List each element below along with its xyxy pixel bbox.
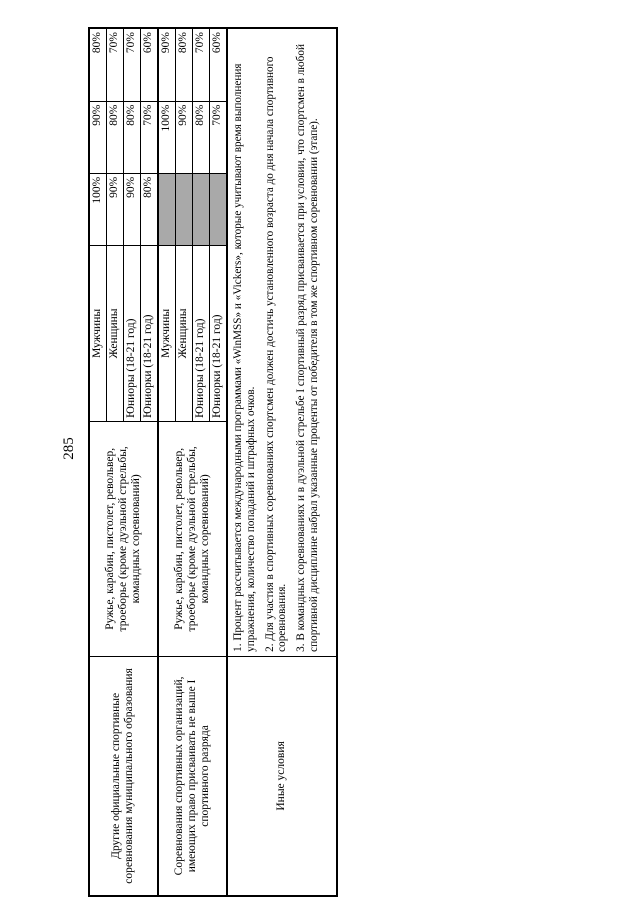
percent-cell: 70% [140,101,157,173]
percent-cell: 90% [89,101,106,173]
group-cell: Мужчины [89,246,106,422]
percent-cell: 90% [175,101,192,173]
percent-cell: 70% [192,28,209,101]
percent-cell: 70% [106,28,123,101]
shaded-cell [192,173,209,245]
percent-cell: 80% [192,101,209,173]
qualification-table [88,27,338,897]
percent-cell: 80% [106,101,123,173]
group-cell: Юниоры (18-21 год) [192,246,209,422]
shaded-cell [209,173,226,245]
note-3: 3. В командных соревнованиях и в дуэльной стрельбе I спортивный разряд присваивается при условии, что спортсмен в любой спортивной дисциплине набрал указанные проценты от победителя в том же спортивном соревновании (этапе). [295,44,321,652]
conditions-notes [227,28,337,656]
group-cell: Женщины [175,246,192,422]
percent-cell: 90% [158,28,175,101]
category-cell: Соревнования спортивных организаций, имеющих право присваивать не выше I спортивного разряда [158,656,227,896]
percent-cell: 100% [158,101,175,173]
weapon-cell: Ружье, карабин, пистолет, револьвер, троеборье (кроме дуэльной стрельбы, командных соревнований) [158,421,227,656]
percent-cell: 70% [123,28,140,101]
conditions-label: Иные условия [227,656,337,896]
shaded-cell [175,173,192,245]
shaded-cell [158,173,175,245]
percent-cell: 90% [106,173,123,245]
weapon-cell: Ружье, карабин, пистолет, револьвер, троеборье (кроме дуэльной стрельбы, командных соревнований) [89,421,158,656]
percent-cell: 80% [175,28,192,101]
percent-cell: 70% [209,101,226,173]
page-number: 285 [60,437,77,460]
percent-cell: 80% [89,28,106,101]
percent-cell: 80% [123,101,140,173]
category-cell: Другие официальные спортивные соревнования муниципального образования [89,656,158,896]
group-cell: Юниорки (18-21 год) [140,246,157,422]
rotated-table-container [88,27,338,897]
group-cell: Юниоры (18-21 год) [123,246,140,422]
group-cell: Женщины [106,246,123,422]
percent-cell: 80% [140,173,157,245]
note-1: 1. Процент рассчитывается международными программами «WinMSS» и «Vickers», которые учитывают время выполнения упражнения, количество попаданий и штрафных очков. [231,63,257,652]
percent-cell: 60% [140,28,157,101]
table-row [89,28,106,896]
percent-cell: 90% [123,173,140,245]
group-cell: Мужчины [158,246,175,422]
percent-cell: 60% [209,28,226,101]
group-cell: Юниорки (18-21 год) [209,246,226,422]
percent-cell: 100% [89,173,106,245]
table-row [158,28,175,896]
note-2: 2. Для участия в спортивных соревнованиях спортсмен должен достичь установленного возраста до дня начала спортивного соревнования. [263,56,289,652]
table-row [227,28,337,896]
